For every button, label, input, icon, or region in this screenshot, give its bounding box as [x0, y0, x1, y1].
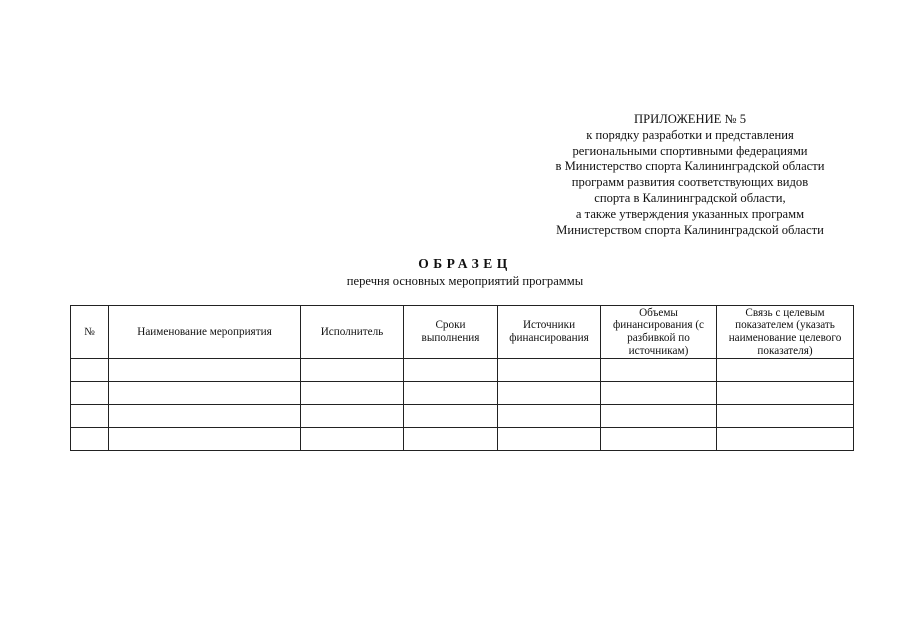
table-cell — [71, 405, 109, 428]
column-header-executor: Исполнитель — [301, 306, 404, 359]
column-header-target-indicator: Связь с целевым показателем (указать наименование целевого показателя) — [717, 306, 854, 359]
appendix-line: в Министерство спорта Калининградской области — [555, 159, 825, 174]
appendix-line: программ развития соответствующих видов — [571, 175, 809, 190]
table-row — [71, 382, 854, 405]
table-cell — [404, 359, 498, 382]
appendix-line: к порядку разработки и представления — [586, 127, 794, 142]
column-header-funding-volumes: Объемы финансирования (с разбивкой по источникам) — [601, 306, 717, 359]
table-cell — [301, 382, 404, 405]
column-header-deadlines: Сроки выполнения — [404, 306, 498, 359]
table-cell — [498, 359, 601, 382]
table-cell — [301, 405, 404, 428]
table-cell — [498, 382, 601, 405]
table-row — [71, 428, 854, 451]
table-cell — [71, 382, 109, 405]
column-header-event-name: Наименование мероприятия — [109, 306, 301, 359]
appendix-line: региональными спортивными федерациями — [572, 143, 808, 158]
table-header-row — [71, 306, 854, 359]
column-header-number: № — [71, 306, 109, 359]
appendix-line: Министерством спорта Калининградской области — [556, 222, 824, 237]
table-cell — [717, 405, 854, 428]
table-cell — [498, 405, 601, 428]
table-cell — [717, 428, 854, 451]
table-cell — [404, 428, 498, 451]
document-subtitle: перечня основных мероприятий программы — [346, 274, 584, 288]
table-cell — [301, 359, 404, 382]
table-cell — [404, 382, 498, 405]
appendix-header — [500, 112, 880, 238]
events-table — [70, 305, 854, 451]
document-title: ОБРАЗЕЦ — [418, 256, 512, 271]
table-row — [71, 359, 854, 382]
table-cell — [717, 382, 854, 405]
table-row — [71, 405, 854, 428]
table-cell — [601, 428, 717, 451]
column-header-funding-sources: Источники финансирования — [498, 306, 601, 359]
table-cell — [717, 359, 854, 382]
table-cell — [71, 428, 109, 451]
appendix-line: а также утверждения указанных программ — [575, 206, 805, 221]
table-cell — [71, 359, 109, 382]
table-cell — [601, 405, 717, 428]
table-cell — [498, 428, 601, 451]
table-cell — [109, 405, 301, 428]
appendix-title: ПРИЛОЖЕНИЕ № 5 — [634, 112, 746, 126]
appendix-line: спорта в Калининградской области, — [594, 190, 786, 205]
table-cell — [109, 382, 301, 405]
table-cell — [601, 382, 717, 405]
table-cell — [404, 405, 498, 428]
table-cell — [301, 428, 404, 451]
table-cell — [109, 359, 301, 382]
table-cell — [109, 428, 301, 451]
table-cell — [601, 359, 717, 382]
